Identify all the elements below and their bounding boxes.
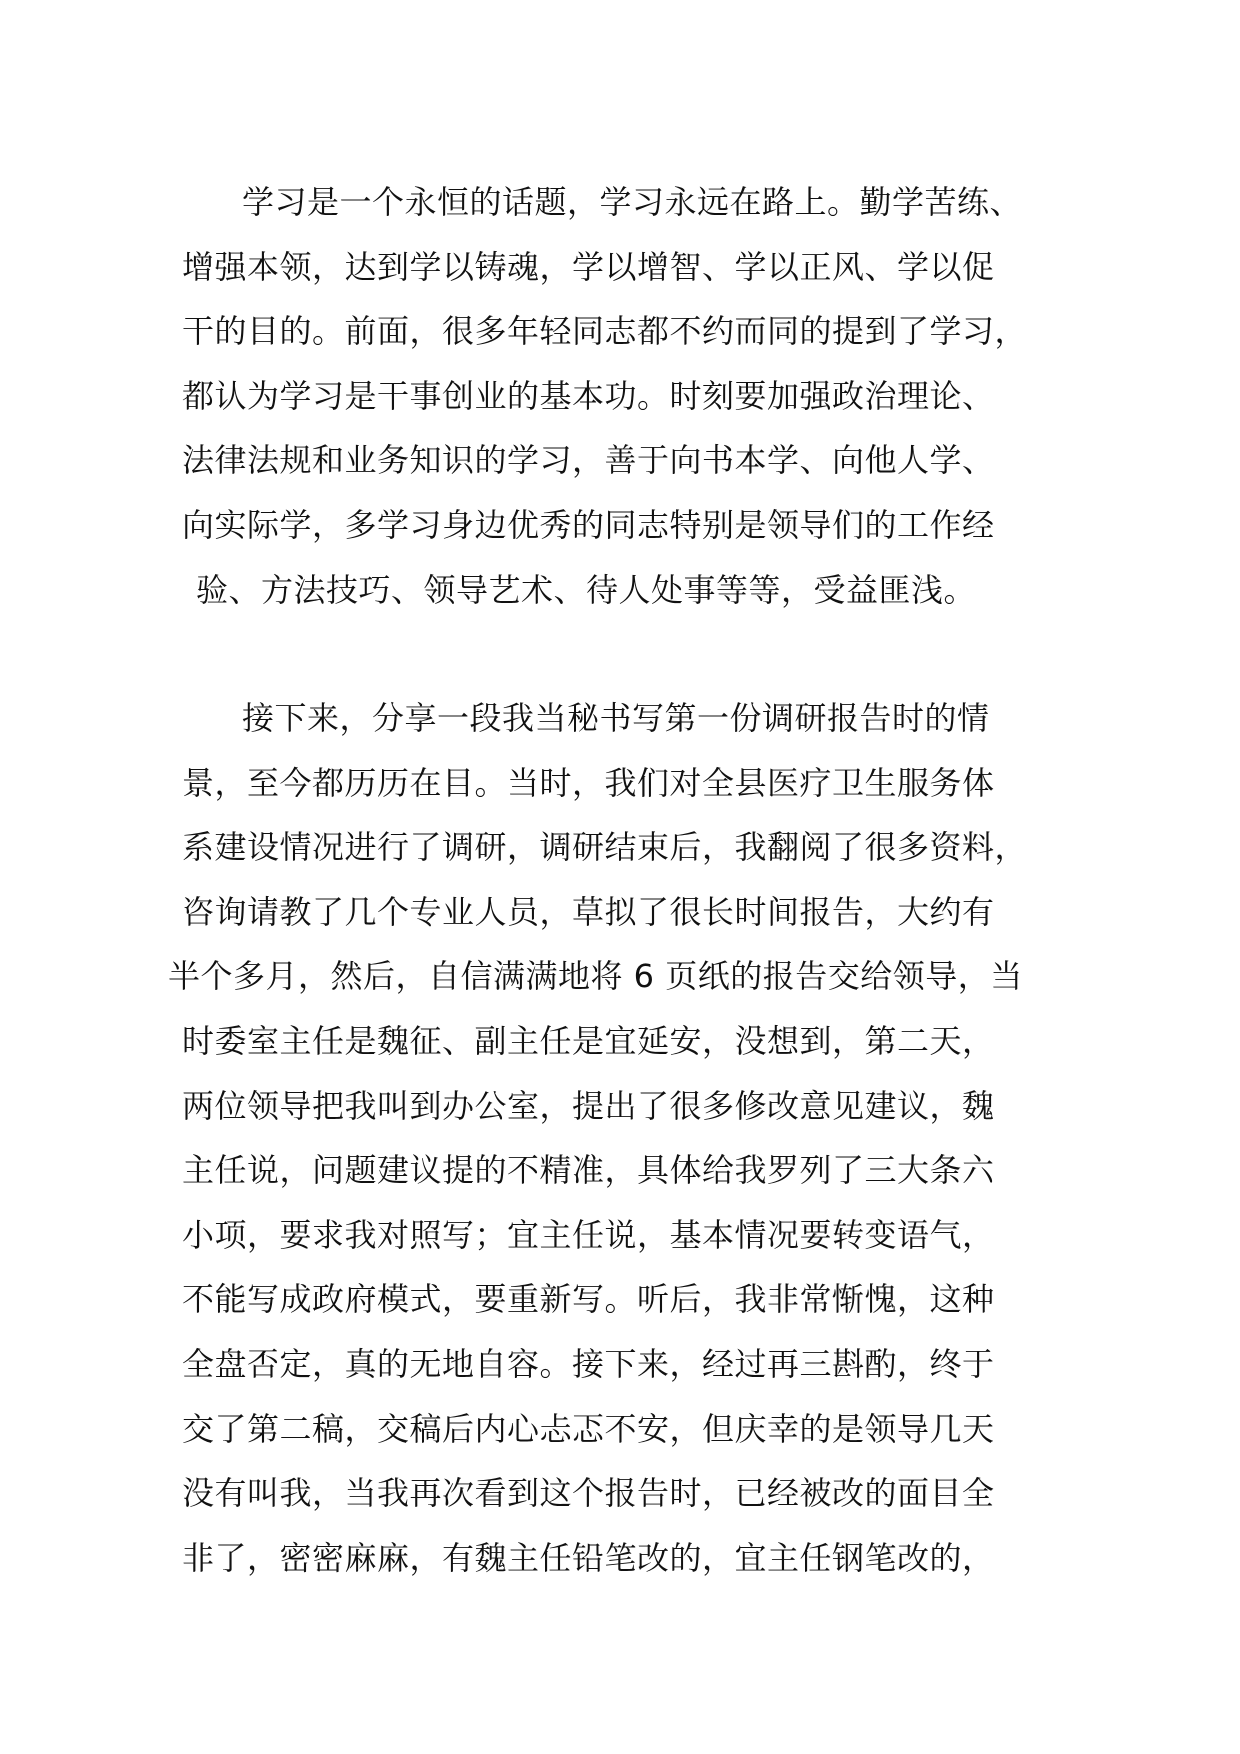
text-line [0,944,1240,1009]
text-line-content: 验、方法技巧、领导艺术、待人处事等等，受益匪浅。 [196,570,977,609]
text-line [0,815,1240,880]
text-line [0,558,1240,623]
text-line [0,1074,1240,1139]
text-line [0,170,1240,235]
text-line-content: 交了第二稿，交稿后内心忐忑不安，但庆幸的是领导几天 [182,1409,995,1448]
text-line [0,364,1240,429]
text-line [0,1267,1240,1332]
text-line [0,1397,1240,1462]
text-line [0,1203,1240,1268]
text-line [0,1526,1240,1591]
text-line-content: 咨询请教了几个专业人员，草拟了很长时间报告，大约有 [182,892,995,931]
text-line-content: 向实际学，多学习身边优秀的同志特别是领导们的工作经 [182,505,995,544]
text-line [0,751,1240,816]
text-line [0,686,1240,751]
text-line [0,1461,1240,1526]
text-line-content: 小项，要求我对照写；宜主任说，基本情况要转变语气， [182,1215,995,1254]
text-line-content: 都认为学习是干事创业的基本功。时刻要加强政治理论、 [182,376,995,415]
text-line-content: 没有叫我，当我再次看到这个报告时，已经被改的面目全 [182,1474,995,1513]
text-line-content: 干的目的。前面，很多年轻同志都不约而同的提到了学习， [182,312,1028,351]
text-line-content: 系建设情况进行了调研，调研结束后，我翻阅了很多资料， [182,828,1028,867]
text-line-content: 半个多月，然后，自信满满地将 6 页纸的报告交给领导，当 [168,957,1023,996]
paragraph-learning [0,170,1240,622]
text-line-content: 时委室主任是魏征、副主任是宜延安，没想到，第二天， [182,1021,995,1060]
text-line-content: 接下来，分享一段我当秘书写第一份调研报告时的情 [242,699,990,737]
text-line [0,1009,1240,1074]
text-line-content: 学习是一个永恒的话题，学习永远在路上。勤学苦练、 [242,183,1023,221]
text-line-content: 两位领导把我叫到办公室，提出了很多修改意见建议，魏 [182,1086,995,1125]
text-line-content: 增强本领，达到学以铸魂，学以增智、学以正风、学以促 [182,247,995,286]
text-line-content: 非了，密密麻麻，有魏主任铅笔改的，宜主任钢笔改的， [182,1538,995,1577]
text-line-content: 不能写成政府模式，要重新写。听后，我非常惭愧，这种 [182,1280,995,1319]
text-line [0,1138,1240,1203]
text-line-content: 景，至今都历历在目。当时，我们对全县医疗卫生服务体 [182,763,995,802]
text-line-content: 法律法规和业务知识的学习，善于向书本学、向他人学、 [182,441,995,480]
text-line [0,299,1240,364]
text-line [0,493,1240,558]
text-line [0,1332,1240,1397]
text-line [0,880,1240,945]
text-line [0,428,1240,493]
text-line-content: 主任说，问题建议提的不精准，具体给我罗列了三大条六 [182,1151,995,1190]
paragraph-research-report [0,686,1240,1590]
text-line [0,235,1240,300]
text-line-content: 全盘否定，真的无地自容。接下来，经过再三斟酌，终于 [182,1344,995,1383]
